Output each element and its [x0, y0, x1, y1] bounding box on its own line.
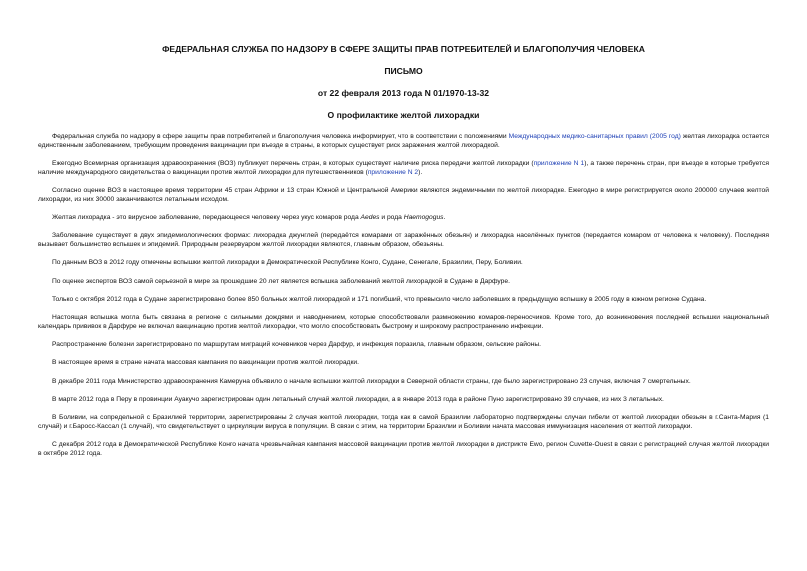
- paragraph-1-text-b: желтая лихорадка остается единственным заболеванием, требующим проведения вакцинации при въезде в страны, в которых существует риск заражения желтой лихорадкой.: [38, 133, 769, 149]
- ihr-2005-link[interactable]: Международных медико-санитарных правил (2005 год): [508, 133, 681, 140]
- paragraph-2: [38, 160, 769, 177]
- paragraph-8: Только с октября 2012 года в Судане зарегистрировано более 850 больных желтой лихорадкой и 171 погибший, что превысило число заболевших в предыдущую вспышку в 2005 году в южном регионе Судана.: [52, 295, 707, 303]
- paragraph-12: В декабре 2011 года Министерство здравоохранения Камеруна объявило о начале вспышки желтой лихорадки в Северной области страны, где было зарегистрировано 23 случая, включая 7 смертельных.: [52, 377, 691, 385]
- appendix-2-link[interactable]: приложение N 2: [367, 168, 419, 176]
- paragraph-4-text-a: Желтая лихорадка - это вирусное заболевание, передающееся человеку через укус комаров рода: [52, 214, 361, 221]
- paragraph-3: Согласно оценке ВОЗ в настоящее время территории 45 стран Африки и 13 стран Южной и Центральной Америки являются эндемичными по желтой лихорадке. Ежегодно в мире регистрируется около 200000 случаев желтой лихорадки, из них 30000 заканчиваются летальным исходом.: [38, 187, 769, 203]
- paragraph-2-text-a: Ежегодно Всемирная организация здравоохранения (ВОЗ) публикует перечень стран, в которых существует наличие риска передачи желтой лихорадки (: [52, 160, 534, 167]
- paragraph-2-text-c: ).: [418, 168, 423, 176]
- document-type: ПИСЬМО: [384, 66, 423, 76]
- document-date-number: от 22 февраля 2013 года N 01/1970-13-32: [317, 88, 490, 98]
- paragraph-4-text-b: и рода: [379, 214, 404, 221]
- paragraph-1-text-a: Федеральная служба по надзору в сфере защиты прав потребителей и благополучия человека информирует, что в соответствии с положениями: [52, 133, 509, 140]
- paragraph-14: В Боливии, на сопредельной с Бразилией территории, зарегистрированы 2 случая желтой лихорадки, тогда как в самой Бразилии лабораторно подтверждены случаи гибели от желтой лихорадки обезьян в г.Санта-Мария (1 случай) и г.Баросс-Кассал (1 случай), что свидетельствует о циркуляции вируса в популяции. В связи с этим, на территории Бразилии и Боливии начата массовая иммунизация населения от желтой лихорадки.: [38, 414, 769, 431]
- paragraph-15: С декабря 2012 года в Демократической Республике Конго начата чрезвычайная кампания массовой вакцинации против желтой лихорадки в дистрикте Ewo, регион Cuvette-Ouest в связи с регистрацией случая желтой лихорадки в октябре 2012 года.: [38, 441, 769, 458]
- agency-heading: ФЕДЕРАЛЬНАЯ СЛУЖБА ПО НАДЗОРУ В СФЕРЕ ЗАЩИТЫ ПРАВ ПОТРЕБИТЕЛЕЙ И БЛАГОПОЛУЧИЯ ЧЕЛОВЕКА: [162, 44, 645, 54]
- paragraph-2-text-b: ), а также перечень стран, при въезде в которые требуется наличие международного свидетельства о вакцинации против желтой лихорадки для путешественников (: [38, 160, 769, 176]
- paragraph-5: Заболевание существует в двух эпидемиологических формах: лихорадка джунглей (передаётся комарами от заражённых обезьян) и лихорадка населённых пунктов (передается комаром от человека к человеку). Последняя вызывает большинство вспышек и эпидемий. Природным резервуаром желтой лихорадки являются, главным образом, обезьяны.: [38, 232, 769, 248]
- paragraph-10: Распространение болезни зарегистрировано по маршрутам миграций кочевников через Дарфур, и инфекция поразила, главным образом, сельские районы.: [52, 341, 542, 349]
- paragraph-11: В настоящее время в стране начата массовая кампания по вакцинации против желтой лихорадки.: [52, 359, 359, 367]
- paragraph-7: По оценке экспертов ВОЗ самой серьезной в мире за прошедшие 20 лет является вспышка заболеваний желтой лихорадкой в Судане в Дарфуре.: [52, 277, 510, 285]
- appendix-1-link[interactable]: приложение N 1: [533, 160, 585, 167]
- document-subject: О профилактике желтой лихорадки: [327, 110, 480, 120]
- paragraph-4: [38, 214, 769, 223]
- paragraph-1: [38, 133, 769, 150]
- genus-aedes: Aedes: [360, 214, 380, 221]
- document-body: [38, 133, 769, 459]
- paragraph-6: По данным ВОЗ в 2012 году отмечены вспышки желтой лихорадки в Демократической Республике Конго, Судане, Сенегале, Бразилии, Перу, Боливии.: [52, 259, 523, 267]
- paragraph-13: В марте 2012 года в Перу в провинции Ауакучо зарегистрирован один летальный случай желтой лихорадки, а в январе 2013 года в районе Пуно зарегистрировано 39 случаев, из них 3 летальных.: [52, 396, 664, 404]
- paragraph-9: Настоящая вспышка могла быть связана в регионе с сильными дождями и наводнением, которые способствовали размножению комаров-переносчиков. Кроме того, до возникновения последней вспышки национальный календарь прививок в Дарфуре не включал вакцинацию против желтой лихорадки, что могло способствовать быстрому и широкому распространению инфекции.: [38, 314, 769, 330]
- genus-haemogogus: Haemogogus: [403, 214, 444, 221]
- paragraph-4-text-c: .: [443, 214, 446, 221]
